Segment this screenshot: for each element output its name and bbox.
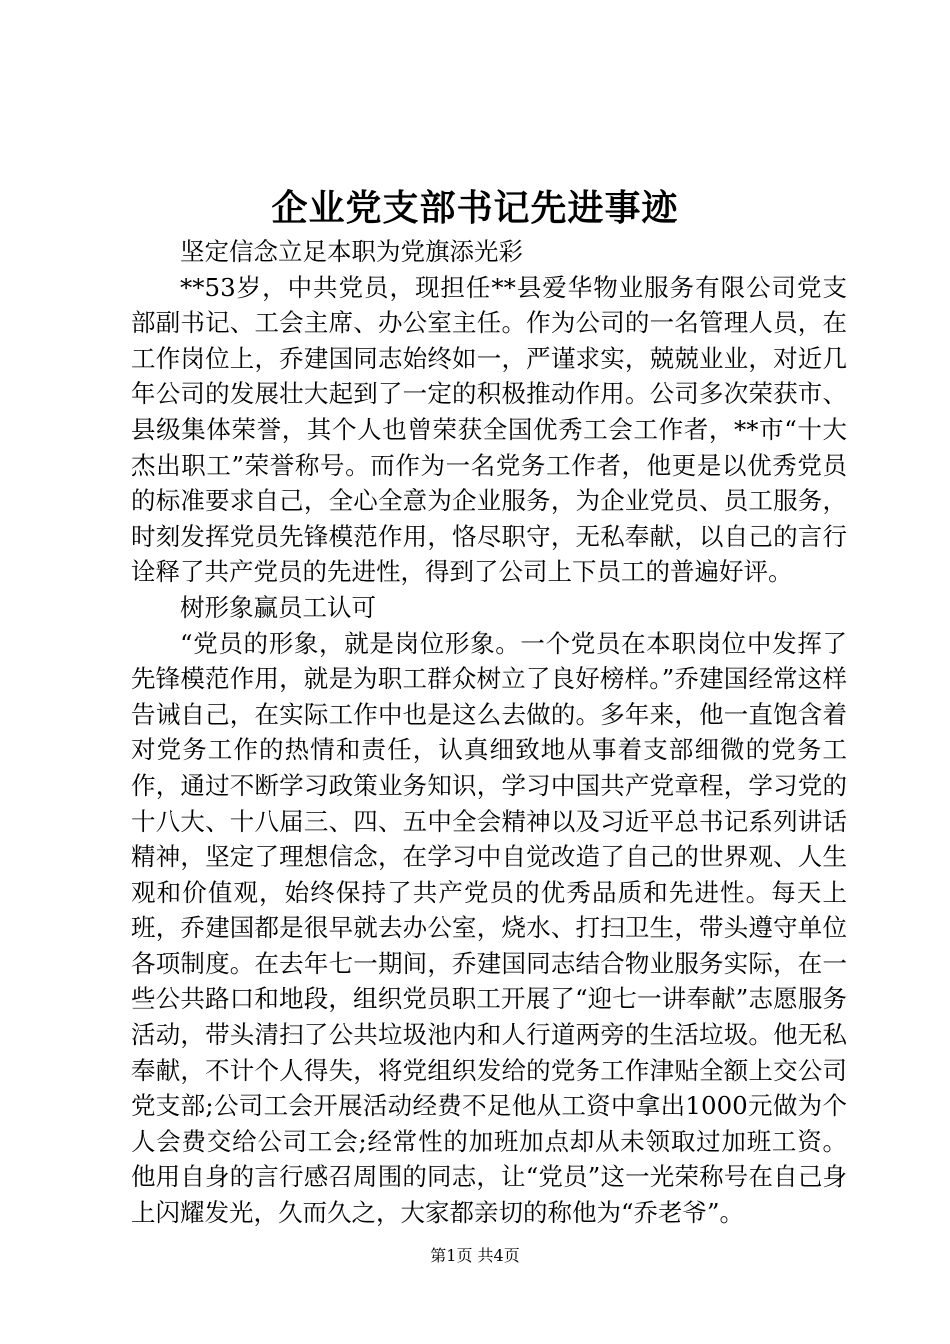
body-paragraph: **53岁，中共党员，现担任**县爱华物业服务有限公司党支部副书记、工会主席、办公室主任。作为公司的一名管理人员，在工作岗位上，乔建国同志始终如一，严谨求实，兢兢业业，对近几年公司的发展壮大起到了一定的积极推动作用。公司多次荣获市、县级集体荣誉，其个人也曾荣获全国优秀工会工作者，**市“十大杰出职工”荣誉称号。而作为一名党务工作者，他更是以优秀党员的标准要求自己，全心全意为企业服务，为企业党员、员工服务，时刻发挥党员先锋模范作用，恪尽职守，无私奉献，以自己的言行诠释了共产党员的先进性，得到了公司上下员工的普遍好评。 [131,272,847,587]
page-footer: 第1页 共4页 [430,1246,520,1265]
section-heading: 树形象赢员工认可 [180,592,376,622]
section-heading: 坚定信念立足本职为党旗添光彩 [180,237,523,266]
document-body [131,234,847,1231]
body-paragraph: “党员的形象，就是岗位形象。一个党员在本职岗位中发挥了先锋模范作用，就是为职工群众树立了良好榜样。”乔建国经常这样告诫自己，在实际工作中也是这么去做的。多年来，他一直饱含着对党务工作的热情和责任，认真细致地从事着支部细微的党务工作，通过不断学习政策业务知识，学习中国共产党章程，学习党的十八大、十八届三、四、五中全会精神以及习近平总书记系列讲话精神，坚定了理想信念，在学习中自觉改造了自己的世界观、人生观和价值观，始终保持了共产党员的优秀品质和先进性。每天上班，乔建国都是很早就去办公室，烧水、打扫卫生，带头遵守单位各项制度。在去年七一期间，乔建国同志结合物业服务实际，在一些公共路口和地段，组织党员职工开展了“迎七一讲奉献”志愿服务活动，带头清扫了公共垃圾池内和人行道两旁的生活垃圾。他无私奉献，不计个人得失，将党组织发给的党务工作津贴全额上交公司党支部;公司工会开展活动经费不足他从工资中拿出1000元做为个人会费交给公司工会;经常性的加班加点却从未领取过加班工资。他用自身的言行感召周围的同志，让“党员”这一光荣称号在自己身上闪耀发光，久而久之，大家都亲切的称他为“乔老爷”。 [131,628,847,1228]
document-title: 企业党支部书记先进事迹 [271,187,679,229]
